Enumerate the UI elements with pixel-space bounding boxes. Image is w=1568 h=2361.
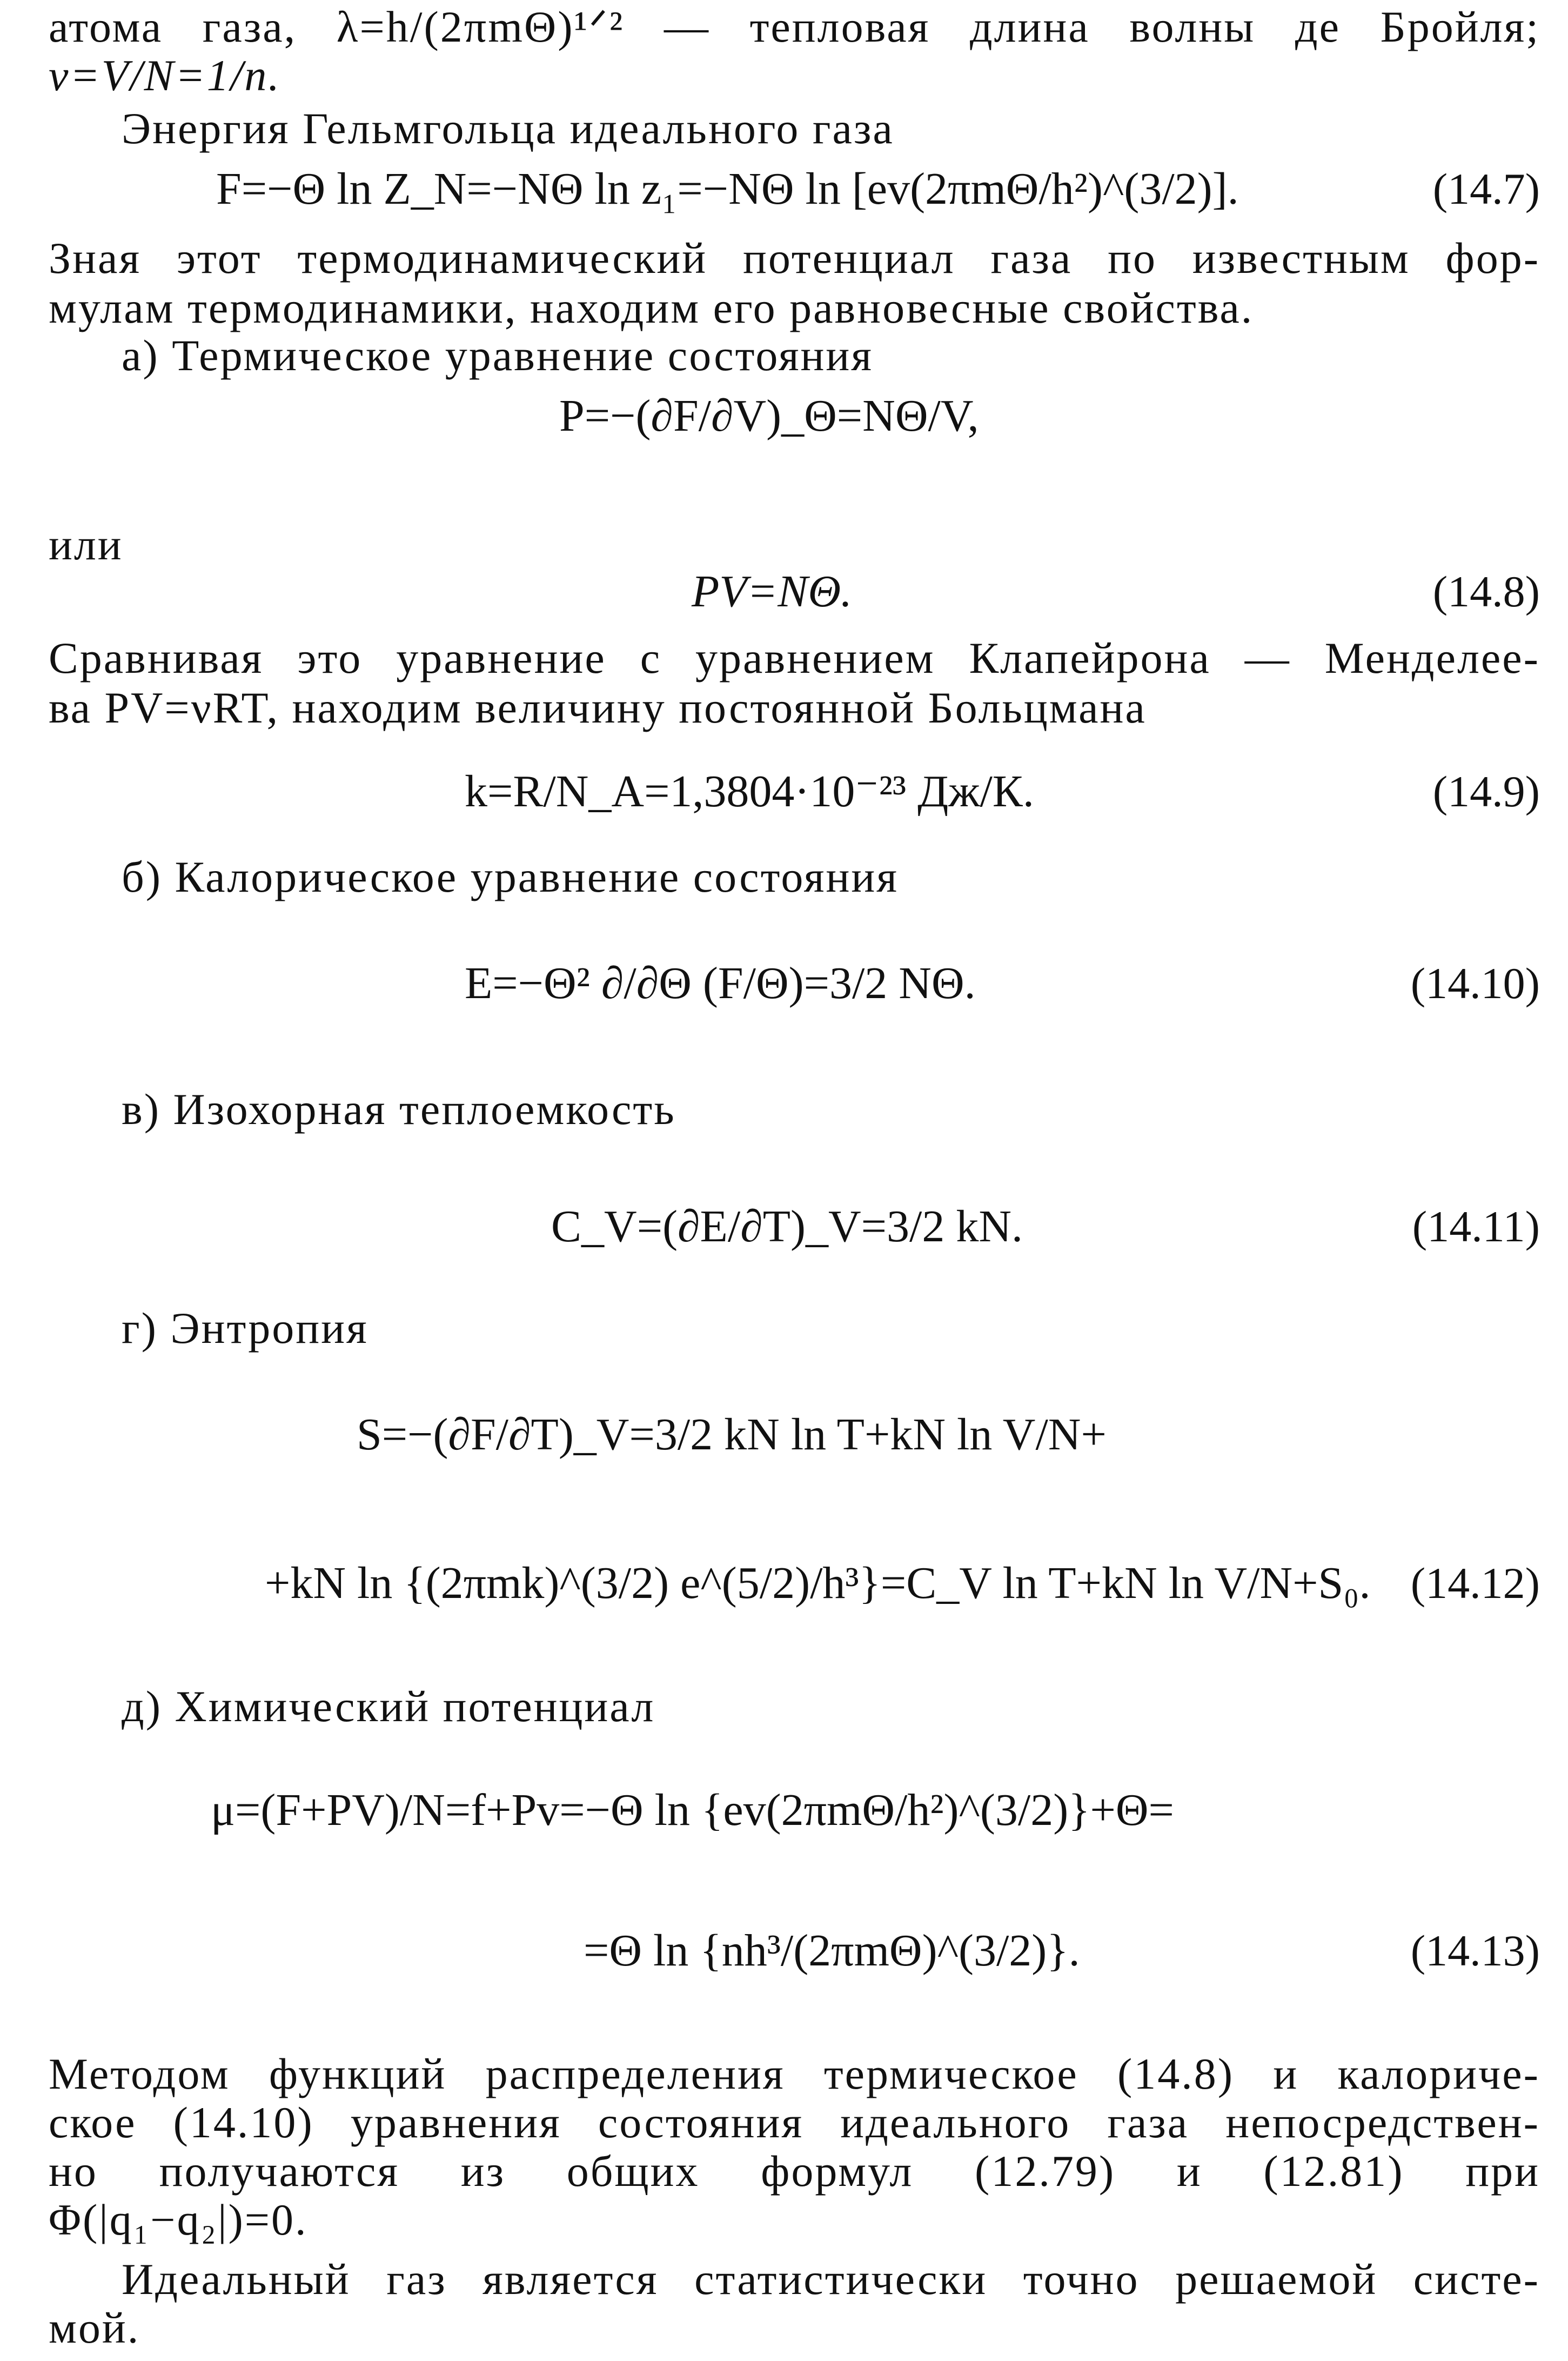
equation-pressure-text: P=−(∂F/∂V)_Θ=NΘ/V, <box>559 391 979 441</box>
text-line-13: д) Химический потенциал <box>122 1682 655 1731</box>
text-line-2-content: v=V/N=1/n. <box>49 51 281 100</box>
text-line-18: Идеальный газ является статистически точно решаемой систе- <box>122 2255 1540 2304</box>
equation-14-7-body: F=−Θ ln Z_N=−NΘ ln z₁=−NΘ ln [ev(2πmΘ/h²)^(3/2)]. <box>216 164 1239 214</box>
equation-14-9-body: k=R/N_A=1,3804·10⁻²³ Дж/К. <box>465 766 1034 817</box>
equation-14-7 <box>216 162 1239 216</box>
eq-number-14-13: (14.13) <box>1410 1926 1540 1975</box>
text-line-17: Φ(|q₁−q₂|)=0. <box>49 2195 308 2244</box>
eq-number-14-8: (14.8) <box>1432 567 1540 616</box>
equation-14-10-body: E=−Θ² ∂/∂Θ (F/Θ)=3/2 NΘ. <box>465 958 976 1008</box>
equation-14-12a-body: S=−(∂F/∂T)_V=3/2 kN ln T+kN ln V/N+ <box>357 1409 1107 1460</box>
text-line-10: б) Калорическое уравнение состояния <box>122 852 899 901</box>
equation-14-8-body: PV=NΘ. <box>692 566 852 617</box>
equation-14-12b-body: +kN ln {(2πmk)^(3/2) e^(5/2)/h³}=C_V ln T+kN ln V/N+S₀. <box>265 1558 1371 1608</box>
eq-number-14-12: (14.12) <box>1410 1559 1540 1608</box>
text-line-19: мой. <box>49 2303 140 2352</box>
text-line-2 <box>49 50 1540 102</box>
equation-14-13a-body: μ=(F+PV)/N=f+Pv=−Θ ln {ev(2πmΘ/h²)^(3/2)}+Θ= <box>211 1785 1174 1835</box>
text-line-8: Сравнивая это уравнение с уравнением Клапейрона — Менделее- <box>49 633 1540 683</box>
text-line-16: но получаются из общих формул (12.79) и (12.81) при <box>49 2146 1540 2196</box>
text-line-11: в) Изохорная теплоемкость <box>122 1085 676 1134</box>
text-line-6: а) Термическое уравнение состояния <box>122 331 874 380</box>
equation-14-8 <box>692 565 852 619</box>
text-line-12: г) Энтропия <box>122 1303 368 1353</box>
equation-pressure <box>559 389 979 443</box>
text-line-14: Методом функций распределения термическое (14.8) и калориче- <box>49 2049 1540 2098</box>
text-line-3: Энергия Гельмгольца идеального газа <box>122 104 894 153</box>
equation-14-11-body: C_V=(∂E/∂T)_V=3/2 kN. <box>551 1201 1023 1252</box>
text-line-4: Зная этот термодинамический потенциал газа по известным фор- <box>49 233 1540 283</box>
equation-14-13b-body: =Θ ln {nh³/(2πmΘ)^(3/2)}. <box>584 1925 1080 1976</box>
text-line-9: ва PV=νRT, находим величину постоянной Больцмана <box>49 683 1147 732</box>
equation-14-9 <box>465 765 1034 819</box>
eq-number-14-11: (14.11) <box>1412 1202 1540 1251</box>
equation-14-12-line-2 <box>265 1556 1370 1610</box>
text-line-5: мулам термодинамики, находим его равновесные свойства. <box>49 283 1254 332</box>
eq-number-14-10: (14.10) <box>1410 959 1540 1008</box>
equation-14-12-line-1 <box>357 1408 1107 1462</box>
equation-14-11 <box>551 1200 1023 1254</box>
text-line-7: или <box>49 520 123 569</box>
eq-number-14-9: (14.9) <box>1432 767 1540 816</box>
text-line-15: ское (14.10) уравнения состояния идеального газа непосредствен- <box>49 2098 1540 2147</box>
equation-14-10 <box>465 957 976 1011</box>
eq-number-14-7: (14.7) <box>1432 164 1540 213</box>
equation-14-13-line-1 <box>211 1783 1174 1837</box>
equation-14-13-line-2 <box>584 1924 1080 1978</box>
text-line-1: атома газа, λ=h/(2πmΘ)¹ᐟ² — тепловая длина волны де Бройля; <box>49 2 1540 51</box>
